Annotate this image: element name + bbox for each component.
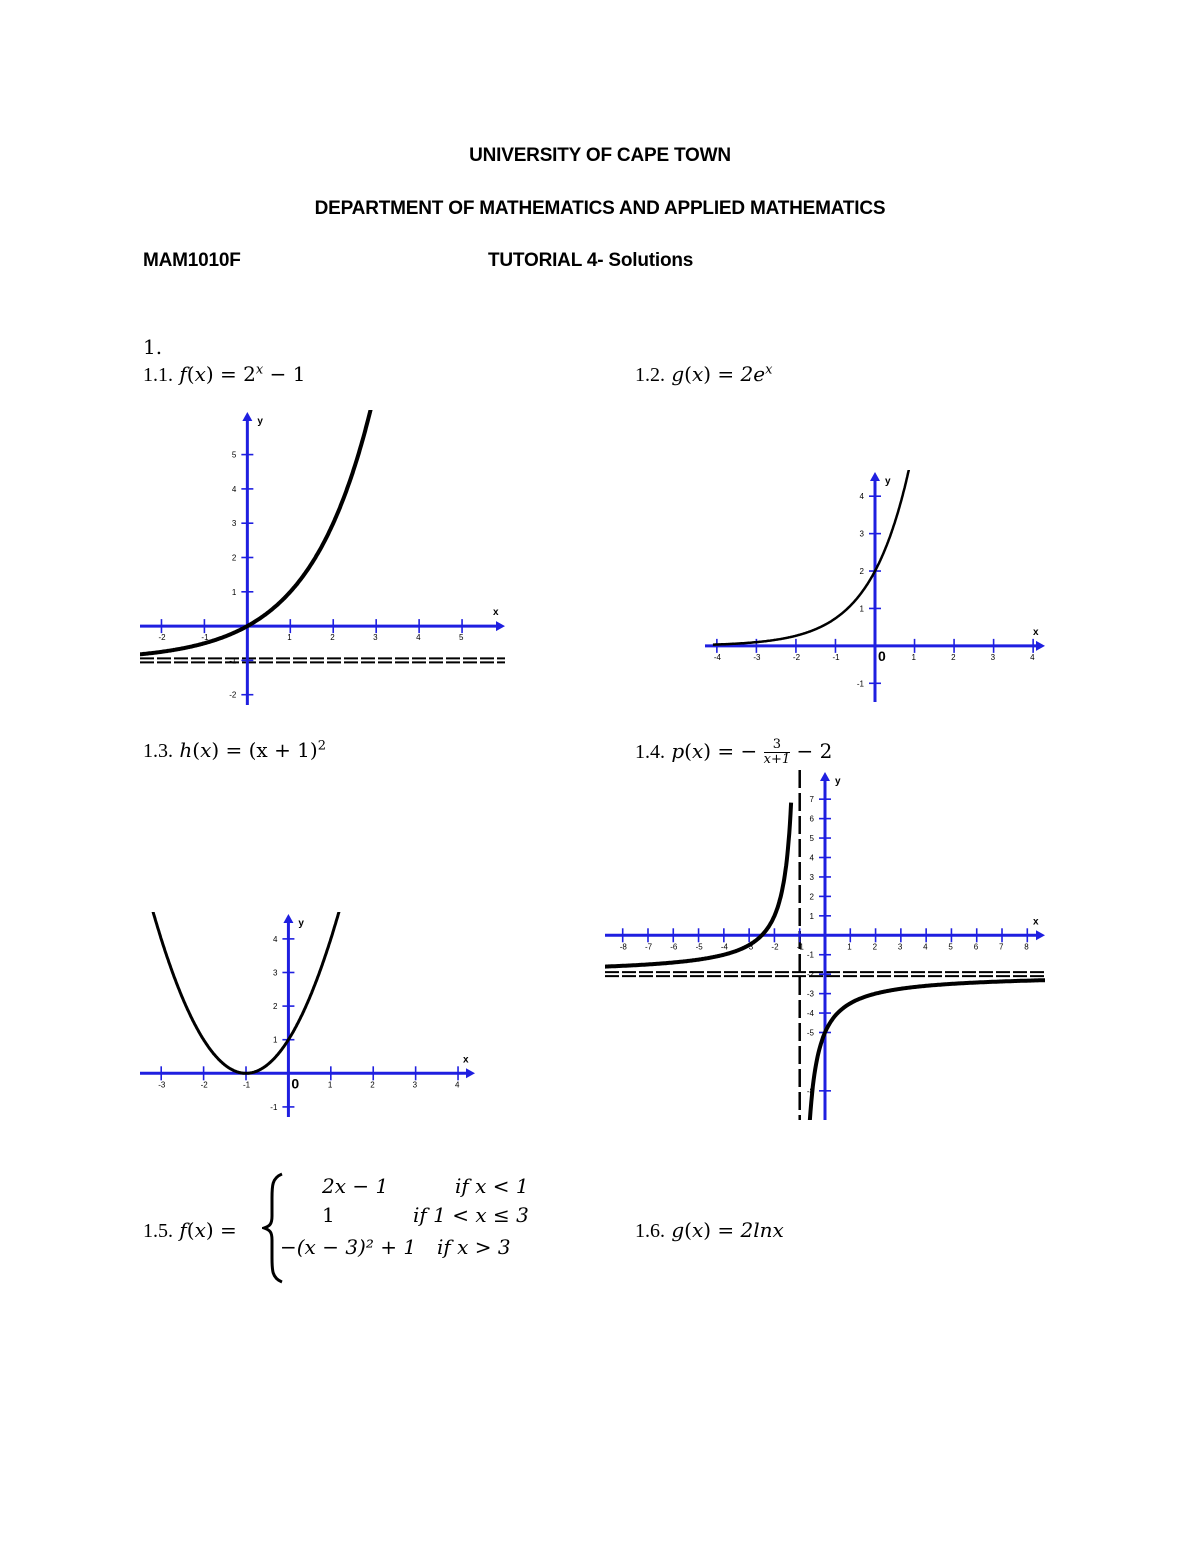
y-tick-label: 2 [231,553,237,563]
x-tick-label: -8 [619,942,627,952]
y-tick-label: -1 [806,950,814,960]
x-axis-arrow [1036,641,1045,651]
x-tick-label: 6 [973,942,979,952]
course-code: MAM1010F [143,250,241,271]
y-tick-label: 2 [809,892,814,902]
x-axis-arrow [1036,930,1045,940]
function-curve [810,980,1045,1120]
graph-1-1 [140,410,505,705]
y-tick-label: -3 [806,989,814,999]
x-axis-label: x [1033,626,1039,638]
x-axis-arrow [496,621,505,631]
piece-cond: if 1 < x ≤ 3 [413,1203,529,1227]
y-axis-arrow [283,914,293,923]
y-tick-label: 4 [272,934,278,944]
x-tick-label: 2 [951,652,956,662]
x-tick-label: -1 [201,633,209,643]
fraction-denominator: x+1 [763,752,791,767]
y-tick-label: 1 [809,911,814,921]
x-tick-label: -2 [771,942,779,952]
function-var: x [194,1218,206,1242]
section-number: 1. [143,335,163,359]
x-tick-label: -3 [753,652,761,662]
y-tick-label: -1 [856,679,864,689]
x-tick-label: -4 [713,652,721,662]
y-tick-label: -2 [806,970,814,980]
y-tick-label: -1 [270,1102,278,1112]
function-curve [140,410,372,654]
piece-expr: 1 [322,1203,335,1227]
problem-label: 1.5. [143,1220,173,1242]
rhs-exponent: x [255,362,264,378]
problem-1-4: 1.4. p(x) = − $\frac{3}{x+1}$ − 2 [635,737,833,767]
x-tick-label: 1 [327,1080,333,1090]
piece-3-cond [437,1235,511,1259]
function-var: x [194,362,206,386]
rhs: 2e [740,362,766,386]
y-axis-arrow [820,772,830,781]
problem-label: 1.2. [635,364,665,386]
x-tick-label: 1 [911,652,916,662]
y-tick-label: 3 [859,529,864,539]
problem-1-6: 1.6. g(x) = 2lnx [635,1218,784,1242]
x-axis-label: x [463,1054,469,1066]
x-tick-label: 3 [412,1080,418,1090]
graph-1-4 [605,770,1045,1120]
function-name: p [671,739,685,763]
x-axis-arrow [466,1068,475,1078]
piece-1-cond [455,1174,529,1198]
x-tick-label: 3 [897,942,903,952]
function-name: f [179,362,187,386]
x-tick-label: -2 [792,652,801,662]
x-tick-label: -7 [644,942,653,952]
rhs-exponent: x [765,362,773,378]
rhs-exponent: 2 [317,738,326,754]
x-tick-label: 4 [455,1080,460,1090]
problem-label: 1.4. [635,741,665,763]
x-tick-label: 8 [1024,942,1029,952]
y-tick-label: 2 [272,1002,278,1012]
x-tick-label: 3 [990,652,996,662]
fraction-numerator: 3 [764,738,791,753]
x-tick-label: -1 [832,652,840,662]
problem-label: 1.1. [143,364,173,386]
x-tick-label: -2 [158,633,166,643]
fraction [764,738,791,767]
x-tick-label: -5 [695,942,703,952]
x-tick-label: -3 [746,942,754,952]
y-tick-label: 3 [231,519,237,529]
university-title: UNIVERSITY OF CAPE TOWN [469,145,731,166]
x-tick-label: 2 [330,633,335,643]
y-tick-label: 6 [809,814,814,824]
x-tick-label: 5 [948,942,953,952]
x-tick-label: 1 [287,633,292,643]
problem-1-1: 1.1. $f(x) = 2^x - 1$ [143,362,306,386]
x-tick-label: -3 [158,1080,166,1090]
y-tick-label: 4 [859,492,864,502]
y-axis-label: y [885,476,891,487]
function-var: x [200,738,212,762]
y-axis-label: y [835,776,841,787]
x-tick-label: 1 [847,942,852,952]
x-tick-label: -2 [200,1080,208,1090]
y-axis-label: y [257,416,263,427]
y-tick-label: 1 [231,587,237,597]
y-tick-label: -4 [806,1009,814,1019]
y-tick-label: -2 [229,690,237,700]
x-tick-label: 3 [373,633,378,643]
x-tick-label: 2 [872,942,878,952]
x-tick-label: 4 [1030,652,1035,662]
y-tick-label: 3 [272,968,278,978]
tutorial-title: TUTORIAL 4- Solutions [488,250,694,271]
function-name: h [179,738,193,762]
y-tick-label: -8 [806,1086,814,1096]
y-tick-label: -5 [806,1028,814,1038]
x-tick-label: 5 [459,633,464,643]
graph-1-3 [140,912,475,1117]
rhs: 2 [243,362,256,386]
rhs: (x + 1) [248,738,318,762]
piece-2-cond [413,1203,529,1227]
y-tick-label: 7 [809,795,814,805]
y-tick-label: 3 [809,872,814,882]
function-curve [152,912,340,1073]
y-axis-arrow [870,472,880,481]
function-name: f [179,1218,187,1242]
problem-1-2: 1.2. $g(x) = 2e^x$ [635,362,773,386]
y-tick-label: 4 [809,853,814,863]
function-var: x [691,1218,704,1242]
x-tick-label: 7 [999,942,1004,952]
function-name: g [671,362,685,386]
department-title: DEPARTMENT OF MATHEMATICS AND APPLIED MATHEMATICS [314,198,886,219]
piece-3-expr [280,1235,416,1259]
y-tick-label: 5 [231,450,237,460]
x-tick-label: 0 [291,1075,300,1092]
x-tick-label: 0 [878,647,886,664]
piece-expr: −(x − 3)² + 1 [280,1235,417,1259]
x-tick-label: 4 [416,633,421,643]
piecewise-brace [262,1172,286,1284]
y-tick-label: -1 [229,656,237,666]
problem-label: 1.6. [635,1220,665,1242]
rhs: 2lnx [740,1218,784,1242]
problem-1-5: 1.5. f(x) = [143,1218,237,1242]
piece-cond: if x < 1 [455,1174,529,1198]
y-tick-label: 1 [272,1035,278,1045]
x-tick-label: 4 [923,942,928,952]
x-tick-label: -1 [796,942,804,952]
x-tick-label: 2 [370,1080,375,1090]
x-tick-label: -4 [720,942,728,952]
rhs-tail: − 1 [263,362,306,386]
x-tick-label: -1 [243,1080,251,1090]
x-axis-label: x [493,607,499,619]
function-name: g [671,1218,685,1242]
problem-label: 1.3. [143,740,173,762]
piece-expr: 2x − 1 [322,1174,389,1198]
piece-cond: if x > 3 [437,1235,511,1259]
x-tick-label: -6 [670,942,678,952]
y-tick-label: 4 [231,484,237,494]
piece-2-expr [322,1203,335,1227]
function-var: x [691,362,704,386]
function-var: x [691,739,704,763]
y-axis-label: y [298,918,304,929]
problem-1-3: 1.3. $h(x) = (x + 1)^2$ [143,738,326,762]
piece-1-expr [322,1174,388,1198]
x-axis-label: x [1033,916,1039,928]
y-tick-label: 5 [809,834,814,844]
graph-1-2 [705,470,1045,702]
y-axis-arrow [242,412,252,421]
y-tick-label: 1 [859,604,864,614]
rhs-tail: − 2 [790,739,833,763]
y-tick-label: 2 [859,567,864,577]
